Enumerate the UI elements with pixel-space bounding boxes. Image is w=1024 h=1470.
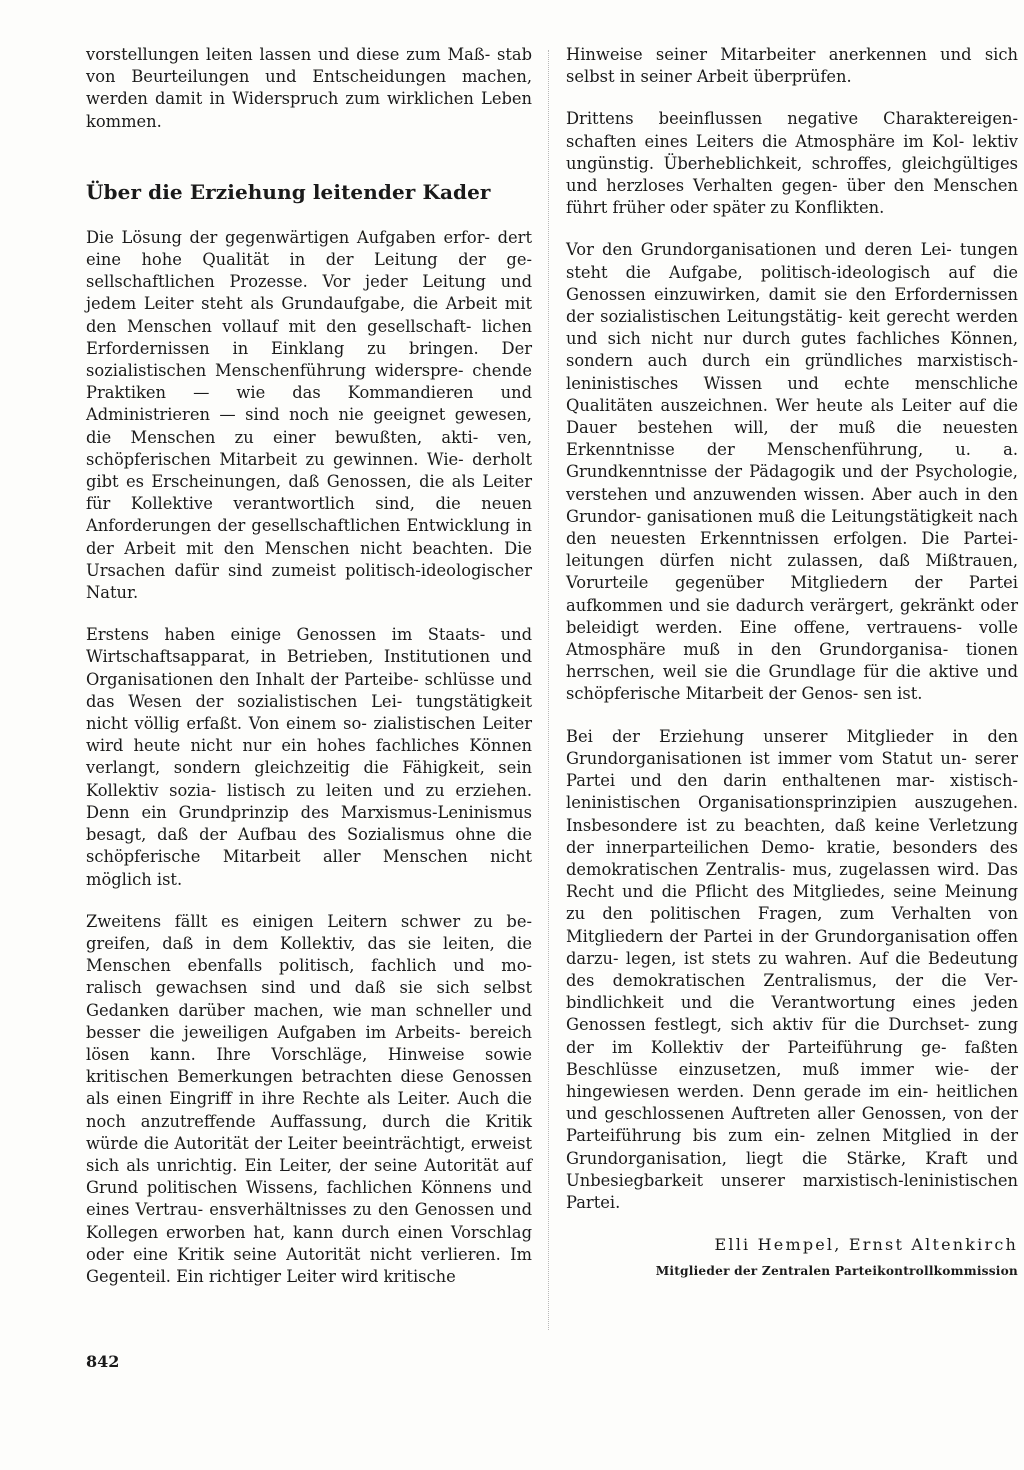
body-paragraph: Zweitens fällt es einigen Leitern schwer zu be- greifen, daß in dem Kollektiv, das sie leiten, die Menschen ebenfalls politisch, fachlich und mo- ralisch gewachsen sind und daß sie sich selbst Gedanken darüber machen, wie man schneller und besser die jeweiligen Aufgaben im Arbeits- bereich lösen kann. Ihre Vorschläge, Hinweise sowie kritischen Bemerkungen betrachten diese Genossen als einen Eingriff in ihre Rechte als Leiter. Auch die noch anzutreffende Auffassung, durch die Kritik würde die Autorität der Leiter beeinträchtigt, erweist sich als unrichtig. Ein Leiter, der seine Autorität auf Grund politischen Wissens, fachlichen Könnens und eines Vertrau- ensverhältnisses zu den Genossen und Kollegen erworben hat, kann durch einen Vorschlag oder eine Kritik seine Autorität nicht verlieren. Im Gegenteil. Ein richtiger Leiter wird kritische — [86, 911, 532, 1286]
left-column — [86, 44, 532, 1308]
author-names: Elli Hempel, Ernst Altenkirch — [714, 1235, 1018, 1255]
right-column — [566, 44, 1018, 1280]
body-paragraph: Hinweise seiner Mitarbeiter anerkennen und sich selbst in seiner Arbeit überprüfen. — [566, 45, 1018, 87]
body-paragraph: Vor den Grundorganisationen und deren Lei- tungen steht die Aufgabe, politisch-ideologisch auf die Genossen einzuwirken, damit sie den Erfordernissen der sozialistischen Leitungstätig- keit gerecht werden und sich nicht nur durch gutes fachliches Können, sondern auch durch ein gründliches marxistisch-leninistisches Wissen und echte menschliche Qualitäten auszeichnen. Wer heute als Leiter auf die Dauer bestehen will, der muß die neuesten Erkenntnisse der Menschenführung, u. a. Grundkenntnisse der Pädagogik und der Psychologie, verstehen und anzuwenden wissen. Aber auch in den Grundor- ganisationen muß die Leitungstätigkeit nach den neuesten Erkenntnissen erfolgen. Die Partei- leitungen dürfen nicht zulassen, daß Mißtrauen, Vorurteile gegenüber Mitgliedern der Partei aufkommen und sie dadurch verärgert, gekränkt oder beleidigt werden. Eine offene, vertrauens- volle Atmosphäre muß in den Grundorganisa- tionen herrschen, weil sie die Grundlage für die aktive und schöpferische Mitarbeit der Genos- sen ist. — [566, 240, 1018, 704]
intro-paragraph: vorstellungen leiten lassen und diese zum Maß- stab von Beurteilungen und Entscheidungen machen, werden damit in Widerspruch zum wirklichen Leben kommen. — [86, 45, 532, 131]
page-number: 842 — [86, 1352, 120, 1371]
body-paragraph: Bei der Erziehung unserer Mitglieder in den Grundorganisationen ist immer vom Statut un- serer Partei und den darin enthaltenen mar- xistisch-leninistischen Organisationsprinzipien auszugehen. Insbesondere ist zu beachten, daß keine Verletzung der innerparteilichen Demo- kratie, besonders des demokratischen Zentralis- mus, zugelassen wird. Das Recht und die Pflicht des Mitgliedes, seine Meinung zu den politischen Fragen, zum Verhalten von Mitgliedern der Partei in der Grundorganisation offen darzu- legen, ist stets zu wahren. Auf die Bedeutung des demokratischen Zentralismus, der die Ver- bindlichkeit und die Verantwortung eines jeden Genossen festlegt, sich aktiv für die Durchset- zung der im Kollektiv der Parteiführung ge- faßten Beschlüsse einzusetzen, muß immer wie- der hingewiesen werden. Denn gerade im ein- heitlichen und geschlossenen Auftreten aller Genossen, von der Parteiführung bis zum ein- zelnen Mitglied in der Grundorganisation, liegt die Stärke, Kraft und Unbesiegbarkeit unserer marxistisch-leninistischen Partei. — [566, 726, 1018, 1212]
body-paragraph: Erstens haben einige Genossen im Staats- und Wirtschaftsapparat, in Betrieben, Institutionen und Organisationen den Inhalt der Parteibe- schlüsse und das Wesen der sozialistischen Lei- tungstätigkeit nicht völlig erfaßt. Von einem so- zialistischen Leiter wird heute nicht nur ein hohes fachliches Können verlangt, sondern gleichzeitig die Fähigkeit, sein Kollektiv sozia- listisch zu leiten und zu erziehen. Denn ein Grundprinzip des Marxismus-Leninismus besagt, daß der Aufbau des Sozialismus ohne die schöpferische Mitarbeit aller Menschen nicht möglich ist. — [86, 625, 532, 889]
author-role: Mitglieder der Zentralen Parteikontrollkommission — [655, 1264, 1018, 1279]
body-paragraph: Die Lösung der gegenwärtigen Aufgaben erfor- dert eine hohe Qualität in der Leitung der ge- sellschaftlichen Prozesse. Vor jeder Leitung und jedem Leiter steht als Grundaufgabe, die Arbeit mit den Menschen vollauf mit den gesellschaft- lichen Erfordernissen in Einklang zu bringen. Der sozialistischen Menschenführung widerspre- chende Praktiken — wie das Kommandieren und Administrieren — sind noch nie geeignet gewesen, die Menschen zu einer bewußten, akti- ven, schöpferischen Mitarbeit zu gewinnen. Wie- derholt gibt es Erscheinungen, daß Genossen, die als Leiter für Kollektive verantwortlich sind, die neuen Anforderungen der gesellschaftlichen Entwicklung in der Arbeit mit den Menschen nicht beachten. Die Ursachen dafür sind zumeist politisch-ideologischer Natur. — [86, 227, 532, 603]
column-divider — [548, 50, 549, 1330]
body-paragraph: Drittens beeinflussen negative Charaktereigen- schaften eines Leiters die Atmosphäre im Kol- lektiv ungünstig. Überheblichkeit, schroffes, gleichgültiges und herzloses Verhalten gegen- über den Menschen führt früher oder später zu Konflikten. — [566, 109, 1018, 218]
section-title: Über die Erziehung leitender Kader — [86, 179, 491, 204]
